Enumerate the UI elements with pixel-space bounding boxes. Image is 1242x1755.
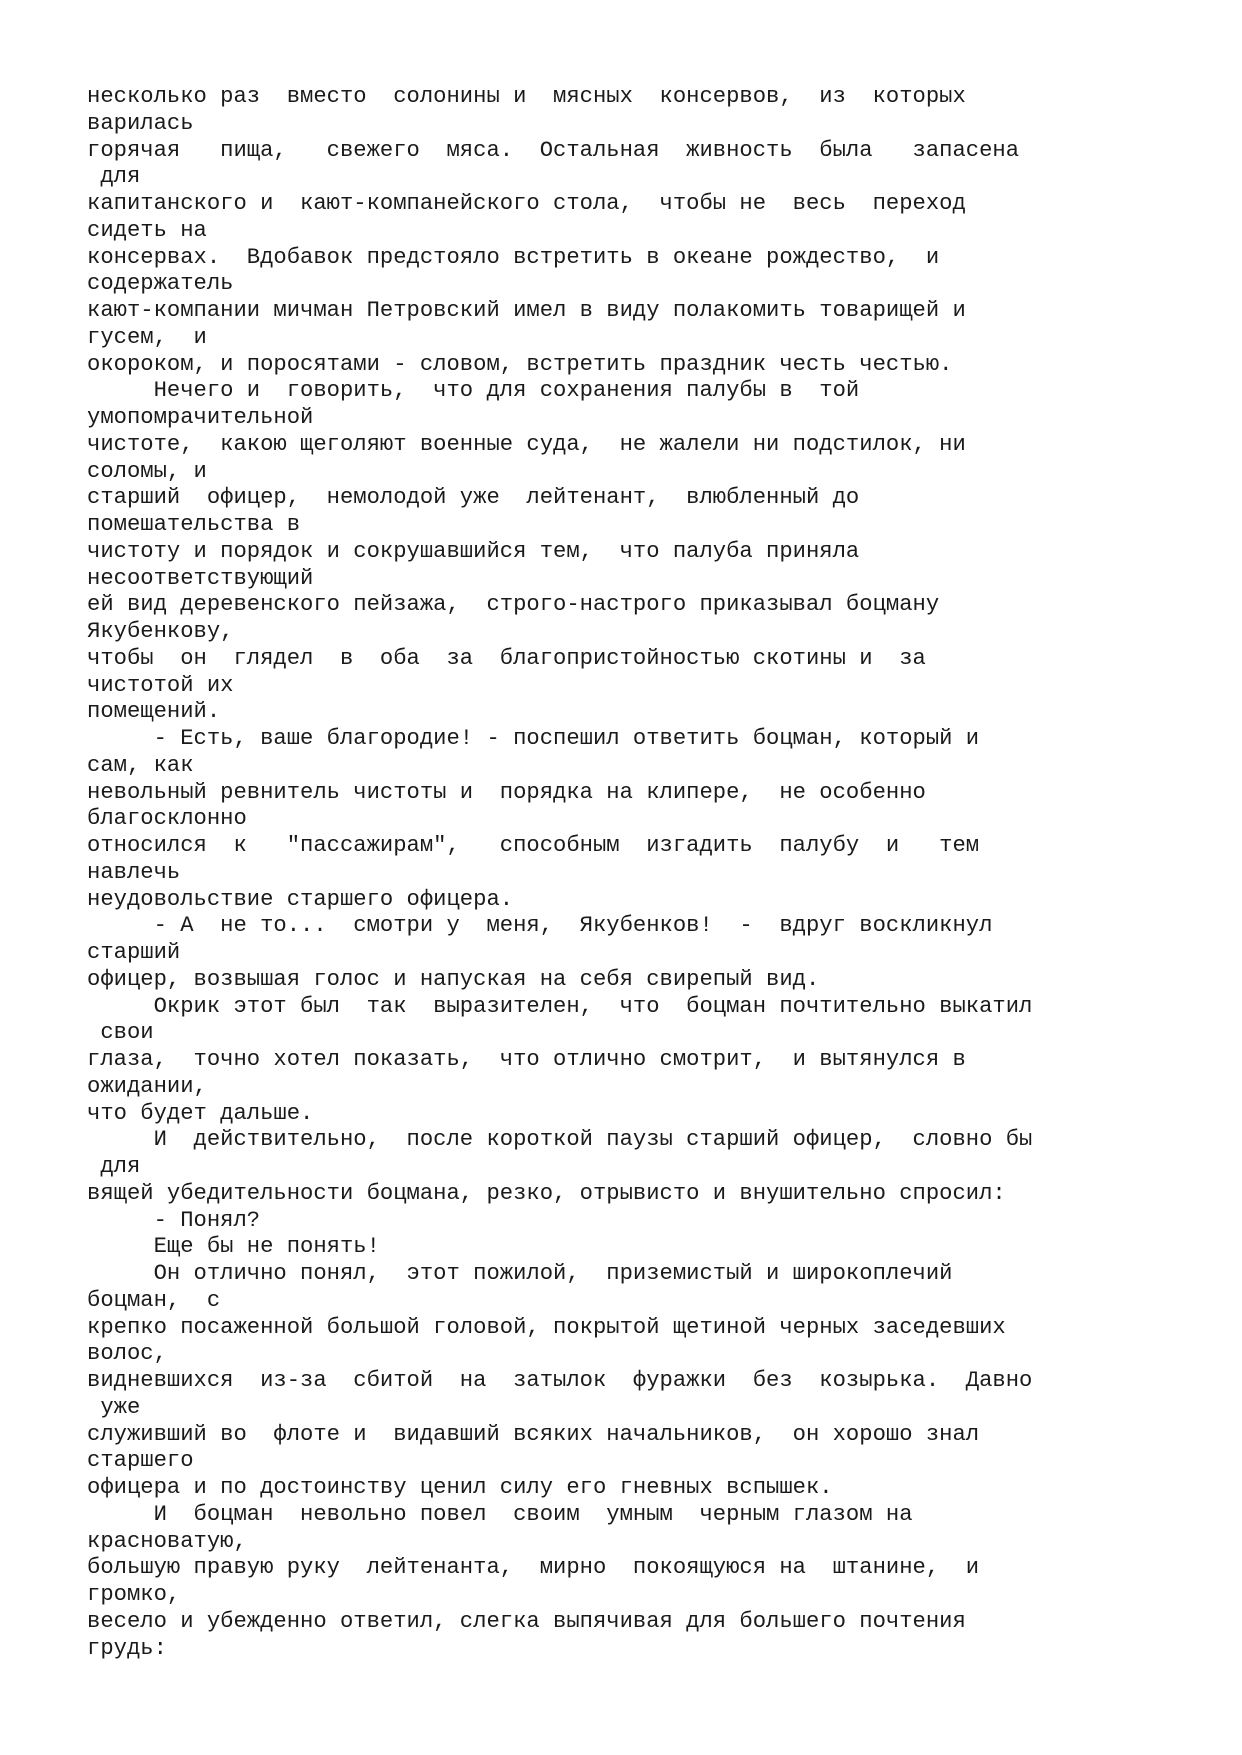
text-line: старший — [87, 940, 181, 965]
text-line: несколько раз вместо солонины и мясных консервов, из которых — [87, 84, 966, 109]
text-line: громко, — [87, 1582, 181, 1607]
text-line: крепко посаженной большой головой, покрытой щетиной черных заседевших — [87, 1314, 1006, 1340]
text-line: старший офицер, немолодой уже лейтенант, влюбленный до — [87, 485, 860, 511]
text-line: консервах. Вдобавок предстояло встретить в океане рождество, и — [87, 244, 940, 270]
text-line: весело и убежденно ответил, слегка выпячивая для большего почтения — [87, 1608, 966, 1634]
text-line: ей вид деревенского пейзажа, строго-настрого приказывал боцману — [87, 592, 940, 618]
text-line: относился к "пассажирам", способным изгадить палубу и тем — [87, 833, 980, 858]
text-line: видневшихся из-за сбитой на затылок фуражки без козырька. Давно — [87, 1368, 1033, 1393]
text-line: умопомрачительной — [87, 405, 314, 430]
text-line: грудь: — [87, 1635, 167, 1661]
text-line: что будет дальше. — [87, 1100, 314, 1126]
text-line: кают-компании мичман Петровский имел в виду полакомить товарищей и — [87, 298, 966, 323]
text-line: чистоте, какою щеголяют военные суда, не жалели ни подстилок, ни — [87, 431, 966, 457]
text-line: несоответствующий — [87, 565, 314, 591]
text-line: Окрик этот был так выразителен, что боцман почтительно выкатил — [87, 993, 1033, 1019]
text-line: офицер, возвышая голос и напуская на себя свирепый вид. — [87, 966, 820, 992]
text-line: глаза, точно хотел показать, что отлично смотрит, и вытянулся в — [87, 1047, 966, 1072]
text-line: для — [87, 1154, 141, 1179]
text-line: для — [87, 164, 141, 190]
text-line: сам, как — [87, 752, 194, 778]
text-line: неудовольствие старшего офицера. — [87, 886, 514, 912]
text-line: горячая пища, свежего мяса. Остальная живность была запасена — [87, 137, 1020, 163]
text-line: навлечь — [87, 859, 181, 885]
text-line: - Есть, ваше благородие! - поспешил ответить боцман, который и — [87, 726, 980, 751]
text-line: гусем, и — [87, 324, 207, 350]
text-line: служивший во флоте и видавший всяких начальников, он хорошо знал — [87, 1421, 980, 1447]
text-line: вящей убедительности боцмана, резко, отрывисто и внушительно спросил: — [87, 1180, 1006, 1206]
text-line: волос, — [87, 1341, 167, 1367]
text-line: И боцман невольно повел своим умным черным глазом на — [87, 1501, 913, 1527]
text-line: помещений. — [87, 699, 221, 725]
text-line: Якубенкову, — [87, 619, 234, 644]
text-line: старшего — [87, 1448, 194, 1474]
text-line: большую правую руку лейтенанта, мирно покоящуюся на штанине, и — [87, 1555, 980, 1581]
text-line: чистотой их — [87, 672, 234, 698]
text-line: боцман, с — [87, 1287, 221, 1313]
text-line: уже — [87, 1394, 141, 1420]
text-line: свои — [87, 1020, 154, 1046]
text-line: чтобы он глядел в оба за благопристойностью скотины и за — [87, 645, 926, 671]
text-line: - Понял? — [87, 1207, 261, 1233]
body-text — [87, 84, 1197, 1662]
text-line: варилась — [87, 110, 194, 136]
text-line: ожидании, — [87, 1073, 207, 1099]
text-line: - А не то... смотри у меня, Якубенков! - вдруг воскликнул — [87, 913, 993, 939]
text-line: офицера и по достоинству ценил силу его гневных вспышек. — [87, 1475, 833, 1500]
text-line: невольный ревнитель чистоты и порядка на клипере, не особенно — [87, 779, 926, 805]
text-line: помешательства в — [87, 512, 301, 537]
text-line: Нечего и говорить, что для сохранения палубы в той — [87, 378, 860, 404]
text-line: сидеть на — [87, 217, 207, 243]
text-line: И действительно, после короткой паузы старший офицер, словно бы — [87, 1127, 1033, 1153]
text-line: содержатель — [87, 271, 234, 297]
text-line: чистоту и порядок и сокрушавшийся тем, что палуба приняла — [87, 538, 860, 564]
text-line: окороком, и поросятами - словом, встретить праздник честь честью. — [87, 351, 953, 377]
text-line: благосклонно — [87, 806, 247, 832]
text-line: Он отлично понял, этот пожилой, приземистый и широкоплечий — [87, 1261, 953, 1286]
text-line: красноватую, — [87, 1528, 247, 1554]
text-line: Еще бы не понять! — [87, 1234, 380, 1260]
text-line: капитанского и кают-компанейского стола, чтобы не весь переход — [87, 191, 966, 216]
text-line: соломы, и — [87, 458, 207, 484]
